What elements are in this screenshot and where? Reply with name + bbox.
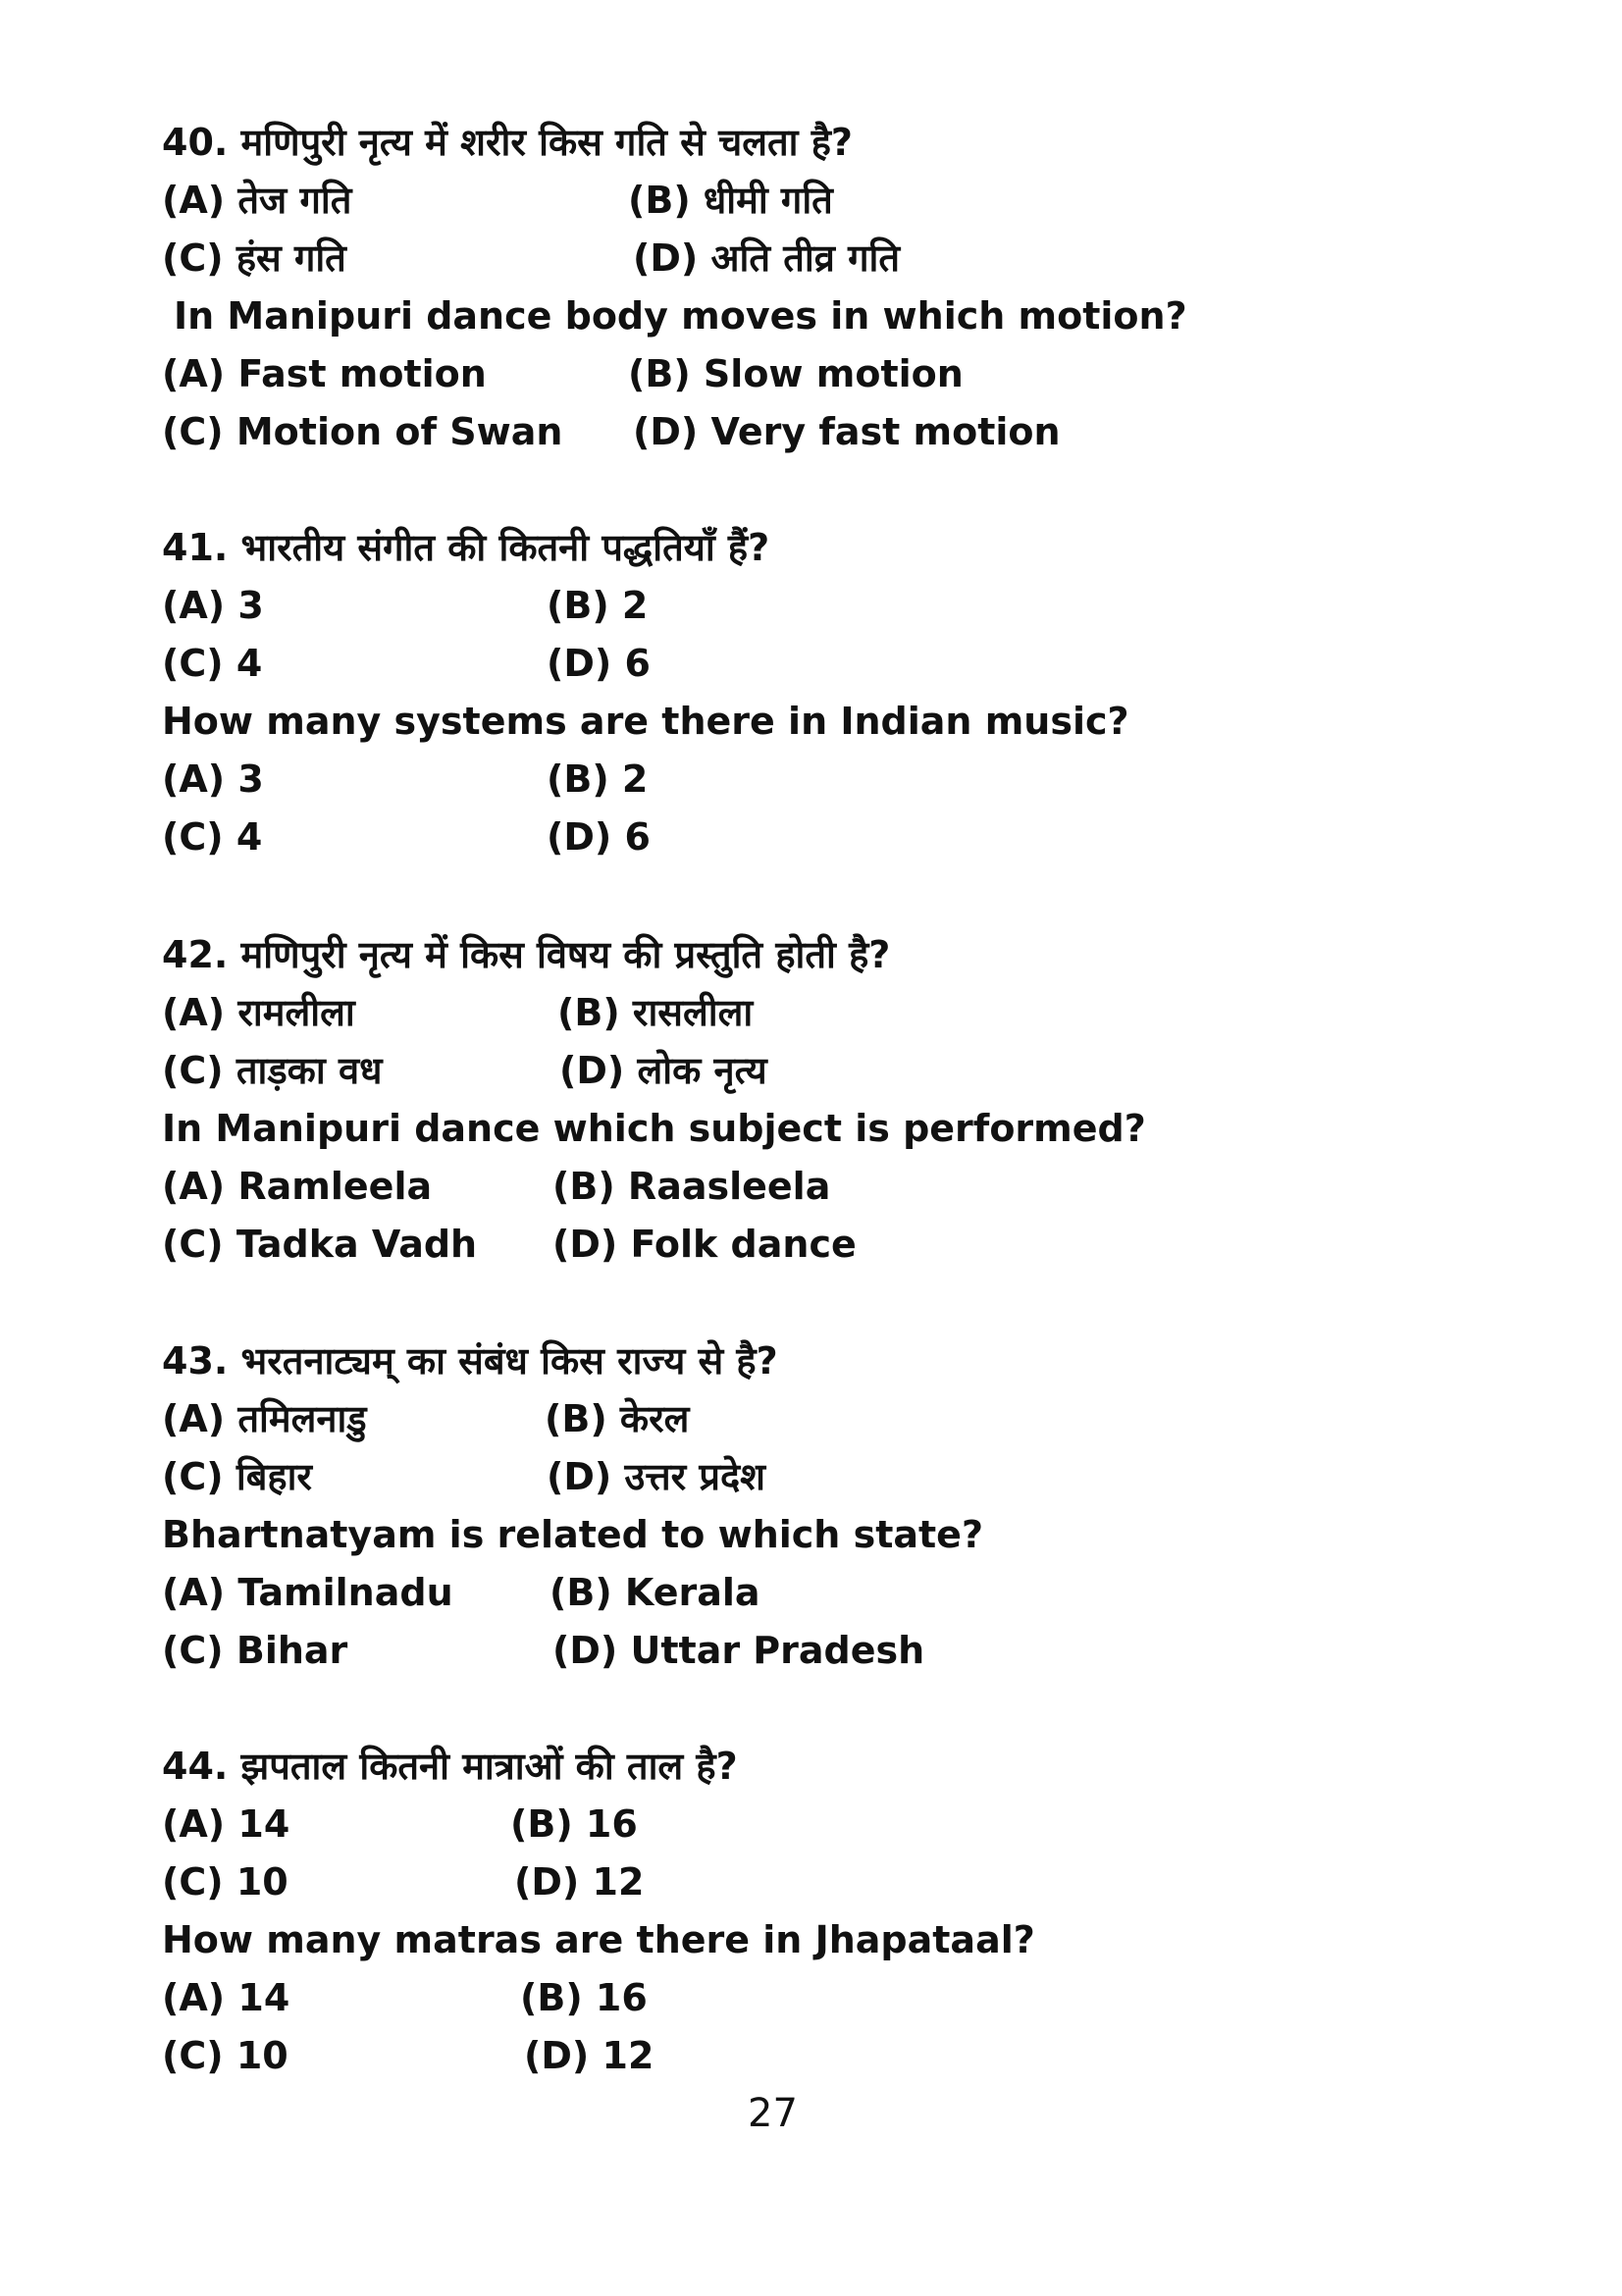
option-a: (A) तमिलनाडु — [162, 1397, 367, 1440]
english-question: In Manipuri dance which subject is performed? — [162, 1107, 1146, 1150]
option-a: (A) Tamilnadu — [162, 1571, 453, 1614]
option-b: (B) Slow motion — [628, 352, 964, 395]
option-a: (A) Ramleela — [162, 1165, 433, 1208]
option-b: (B) Raasleela — [552, 1165, 831, 1208]
option-a: (A) Fast motion — [162, 352, 487, 395]
option-a: (A) 14 — [162, 1802, 290, 1846]
option-b: (B) धीमी गति — [628, 179, 833, 222]
option-b: (B) Kerala — [549, 1571, 760, 1614]
option-c: (C) हंस गति — [162, 236, 346, 280]
option-c: (C) Tadka Vadh — [162, 1223, 478, 1266]
option-b: (B) रासलीला — [557, 991, 754, 1034]
option-c: (C) Bihar — [162, 1629, 348, 1672]
option-c: (C) 10 — [162, 1860, 288, 1904]
option-b: (B) 2 — [547, 584, 649, 627]
option-b: (B) 16 — [520, 1976, 648, 2019]
option-c: (C) ताड़का वध — [162, 1049, 383, 1092]
option-a: (A) रामलीला — [162, 991, 355, 1034]
option-c: (C) बिहार — [162, 1455, 312, 1498]
option-c: (C) 4 — [162, 642, 263, 685]
option-d: (D) उत्तर प्रदेश — [547, 1455, 766, 1498]
hindi-question: 43. भरतनाट्यम् का संबंध किस राज्य से है? — [162, 1339, 778, 1383]
option-c: (C) 4 — [162, 815, 263, 859]
option-d: (D) 6 — [547, 815, 651, 859]
option-d: (D) 12 — [514, 1860, 645, 1904]
option-b: (B) केरल — [545, 1397, 690, 1440]
hindi-question: 41. भारतीय संगीत की कितनी पद्धतियाँ हैं? — [162, 526, 770, 569]
option-c: (C) Motion of Swan — [162, 410, 563, 453]
option-d: (D) लोक नृत्य — [559, 1049, 767, 1092]
option-d: (D) 12 — [524, 2034, 654, 2077]
option-d: (D) Uttar Pradesh — [552, 1629, 925, 1672]
option-a: (A) 14 — [162, 1976, 290, 2019]
english-question: How many systems are there in Indian music? — [162, 700, 1129, 743]
option-b: (B) 2 — [547, 757, 649, 801]
option-a: (A) 3 — [162, 757, 264, 801]
option-c: (C) 10 — [162, 2034, 288, 2077]
option-d: (D) 6 — [547, 642, 651, 685]
option-d: (D) Folk dance — [552, 1223, 857, 1266]
english-question: Bhartnatyam is related to which state? — [162, 1513, 983, 1556]
option-a: (A) तेज गति — [162, 179, 352, 222]
option-d: (D) अति तीव्र गति — [633, 236, 901, 280]
hindi-question: 42. मणिपुरी नृत्य में किस विषय की प्रस्तुति होती है? — [162, 933, 891, 976]
english-question: How many matras are there in Jhapataal? — [162, 1918, 1035, 1961]
hindi-question: 44. झपताल कितनी मात्राओं की ताल है? — [162, 1745, 738, 1788]
option-b: (B) 16 — [510, 1802, 638, 1846]
hindi-question: 40. मणिपुरी नृत्य में शरीर किस गति से चलता है? — [162, 121, 853, 164]
option-a: (A) 3 — [162, 584, 264, 627]
page-number: 27 — [748, 2091, 798, 2136]
option-d: (D) Very fast motion — [633, 410, 1061, 453]
english-question: In Manipuri dance body moves in which motion? — [174, 294, 1187, 338]
